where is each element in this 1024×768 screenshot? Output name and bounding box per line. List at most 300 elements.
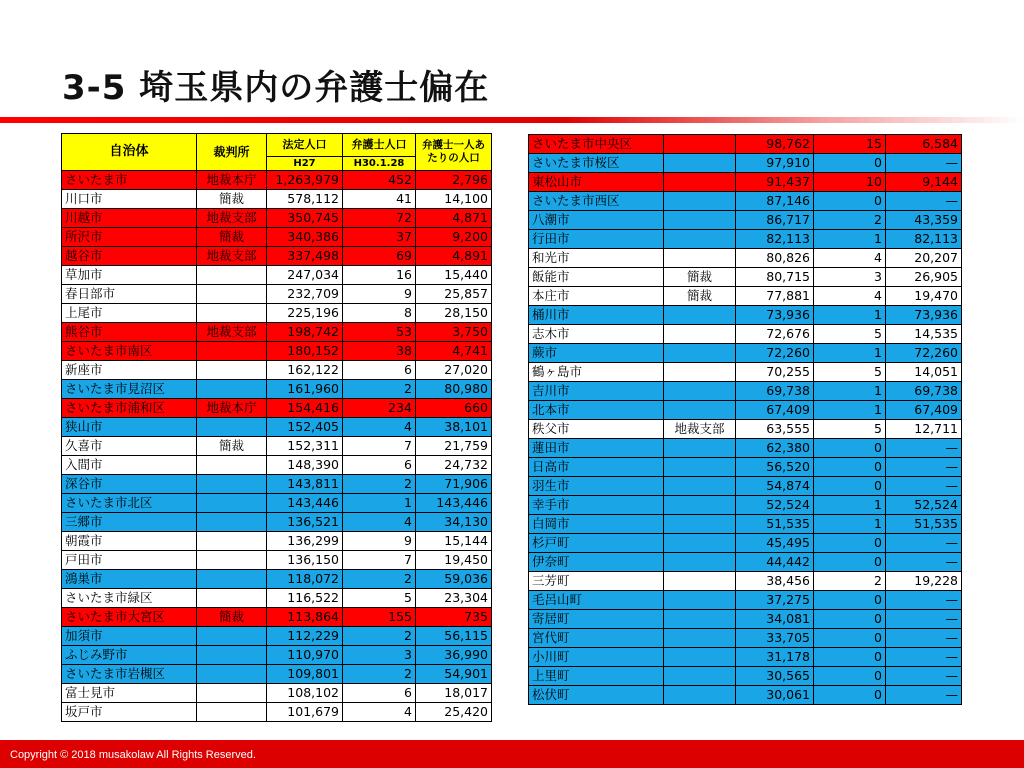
court-cell xyxy=(664,667,736,686)
municipality-cell: 寄居町 xyxy=(529,610,664,629)
table-row xyxy=(62,304,492,323)
table-row xyxy=(529,458,962,477)
population-cell: 54,874 xyxy=(736,477,814,496)
per-lawyer-cell: 25,857 xyxy=(416,285,492,304)
population-cell: 143,811 xyxy=(267,475,343,494)
population-cell: 143,446 xyxy=(267,494,343,513)
lawyers-cell: 16 xyxy=(343,266,416,285)
population-cell: 72,676 xyxy=(736,325,814,344)
lawyers-cell: 5 xyxy=(343,589,416,608)
population-cell: 152,405 xyxy=(267,418,343,437)
population-cell: 337,498 xyxy=(267,247,343,266)
population-cell: 30,061 xyxy=(736,686,814,705)
title-underline xyxy=(0,117,1024,123)
per-lawyer-cell: — xyxy=(886,458,962,477)
municipality-cell: 草加市 xyxy=(62,266,197,285)
table-row xyxy=(529,173,962,192)
lawyers-cell: 10 xyxy=(814,173,886,192)
court-cell xyxy=(664,534,736,553)
lawyers-cell: 0 xyxy=(814,648,886,667)
table-row xyxy=(62,570,492,589)
per-lawyer-cell: — xyxy=(886,192,962,211)
population-cell: 82,113 xyxy=(736,230,814,249)
table-row xyxy=(529,496,962,515)
table-row xyxy=(62,551,492,570)
per-lawyer-cell: 9,200 xyxy=(416,228,492,247)
court-cell xyxy=(664,325,736,344)
municipality-cell: 本庄市 xyxy=(529,287,664,306)
lawyers-cell: 4 xyxy=(343,513,416,532)
table-row xyxy=(62,627,492,646)
lawyers-cell: 5 xyxy=(814,325,886,344)
per-lawyer-cell: 54,901 xyxy=(416,665,492,684)
table-row xyxy=(62,532,492,551)
lawyers-cell: 4 xyxy=(343,418,416,437)
lawyers-cell: 0 xyxy=(814,553,886,572)
court-cell: 簡裁 xyxy=(664,287,736,306)
population-cell: 108,102 xyxy=(267,684,343,703)
court-cell xyxy=(197,703,267,722)
municipality-cell: 吉川市 xyxy=(529,382,664,401)
per-lawyer-cell: 15,144 xyxy=(416,532,492,551)
municipality-cell: 上尾市 xyxy=(62,304,197,323)
court-cell xyxy=(197,418,267,437)
court-cell xyxy=(197,551,267,570)
lawyers-cell: 0 xyxy=(814,477,886,496)
per-lawyer-cell: — xyxy=(886,629,962,648)
population-cell: 70,255 xyxy=(736,363,814,382)
court-cell xyxy=(664,439,736,458)
table-row xyxy=(62,342,492,361)
header-population-year: H27 xyxy=(267,157,343,171)
table-row xyxy=(62,418,492,437)
table-row xyxy=(529,325,962,344)
population-cell: 80,826 xyxy=(736,249,814,268)
municipality-cell: 朝霞市 xyxy=(62,532,197,551)
per-lawyer-cell: — xyxy=(886,648,962,667)
population-cell: 44,442 xyxy=(736,553,814,572)
lawyers-cell: 1 xyxy=(814,382,886,401)
population-cell: 69,738 xyxy=(736,382,814,401)
lawyers-cell: 3 xyxy=(343,646,416,665)
court-cell xyxy=(664,382,736,401)
per-lawyer-cell: 4,741 xyxy=(416,342,492,361)
court-cell xyxy=(197,513,267,532)
copyright-text: Copyright © 2018 musakolaw All Rights Reserved. xyxy=(10,749,256,761)
table-row xyxy=(529,420,962,439)
municipality-cell: 川越市 xyxy=(62,209,197,228)
court-cell: 簡裁 xyxy=(197,228,267,247)
table-row xyxy=(62,608,492,627)
table-row xyxy=(529,572,962,591)
lawyers-cell: 155 xyxy=(343,608,416,627)
per-lawyer-cell: 21,759 xyxy=(416,437,492,456)
court-cell xyxy=(197,380,267,399)
court-cell xyxy=(664,211,736,230)
population-cell: 87,146 xyxy=(736,192,814,211)
lawyers-cell: 6 xyxy=(343,361,416,380)
lawyers-cell: 1 xyxy=(814,401,886,420)
per-lawyer-cell: 38,101 xyxy=(416,418,492,437)
court-cell xyxy=(197,570,267,589)
lawyers-cell: 1 xyxy=(343,494,416,513)
court-cell xyxy=(664,249,736,268)
municipality-cell: 久喜市 xyxy=(62,437,197,456)
population-cell: 113,864 xyxy=(267,608,343,627)
per-lawyer-cell: 9,144 xyxy=(886,173,962,192)
per-lawyer-cell: 80,980 xyxy=(416,380,492,399)
population-cell: 112,229 xyxy=(267,627,343,646)
population-cell: 86,717 xyxy=(736,211,814,230)
municipality-cell: 幸手市 xyxy=(529,496,664,515)
table-row xyxy=(529,534,962,553)
table-row xyxy=(529,553,962,572)
court-cell xyxy=(664,610,736,629)
municipality-cell: さいたま市南区 xyxy=(62,342,197,361)
table-row xyxy=(529,344,962,363)
lawyers-cell: 1 xyxy=(814,230,886,249)
municipality-cell: 行田市 xyxy=(529,230,664,249)
table-row xyxy=(62,247,492,266)
table-row xyxy=(62,323,492,342)
lawyers-cell: 0 xyxy=(814,534,886,553)
table-row xyxy=(62,285,492,304)
left-table xyxy=(61,133,492,722)
court-cell xyxy=(197,589,267,608)
header-municipality: 自治体 xyxy=(62,134,197,171)
table-row xyxy=(62,513,492,532)
table-row xyxy=(529,192,962,211)
municipality-cell: 所沢市 xyxy=(62,228,197,247)
per-lawyer-cell: — xyxy=(886,686,962,705)
court-cell xyxy=(664,458,736,477)
population-cell: 116,522 xyxy=(267,589,343,608)
municipality-cell: 上里町 xyxy=(529,667,664,686)
per-lawyer-cell: 59,036 xyxy=(416,570,492,589)
population-cell: 148,390 xyxy=(267,456,343,475)
court-cell xyxy=(664,154,736,173)
municipality-cell: 松伏町 xyxy=(529,686,664,705)
population-cell: 52,524 xyxy=(736,496,814,515)
population-cell: 110,970 xyxy=(267,646,343,665)
table-row xyxy=(62,646,492,665)
population-cell: 162,122 xyxy=(267,361,343,380)
municipality-cell: 狭山市 xyxy=(62,418,197,437)
table-row xyxy=(529,211,962,230)
table-row xyxy=(529,154,962,173)
table-row xyxy=(529,401,962,420)
lawyers-cell: 4 xyxy=(343,703,416,722)
table-row xyxy=(62,380,492,399)
per-lawyer-cell: 72,260 xyxy=(886,344,962,363)
table-row xyxy=(62,437,492,456)
per-lawyer-cell: 14,535 xyxy=(886,325,962,344)
population-cell: 1,263,979 xyxy=(267,171,343,190)
court-cell: 簡裁 xyxy=(197,608,267,627)
per-lawyer-cell: 67,409 xyxy=(886,401,962,420)
per-lawyer-cell: — xyxy=(886,534,962,553)
table-header xyxy=(62,134,492,171)
lawyers-cell: 1 xyxy=(814,496,886,515)
court-cell xyxy=(664,401,736,420)
municipality-cell: 北本市 xyxy=(529,401,664,420)
court-cell xyxy=(197,646,267,665)
lawyers-cell: 5 xyxy=(814,420,886,439)
table-row xyxy=(62,475,492,494)
lawyers-cell: 9 xyxy=(343,532,416,551)
table-row xyxy=(62,171,492,190)
per-lawyer-cell: — xyxy=(886,439,962,458)
court-cell: 地裁本庁 xyxy=(197,399,267,418)
lawyers-cell: 9 xyxy=(343,285,416,304)
header-per-lawyer: 弁護士一人あたりの人口 xyxy=(416,134,492,171)
table-row xyxy=(529,591,962,610)
lawyers-cell: 0 xyxy=(814,439,886,458)
population-cell: 136,150 xyxy=(267,551,343,570)
municipality-cell: 熊谷市 xyxy=(62,323,197,342)
population-cell: 80,715 xyxy=(736,268,814,287)
court-cell: 簡裁 xyxy=(197,437,267,456)
population-cell: 98,762 xyxy=(736,135,814,154)
court-cell xyxy=(197,361,267,380)
municipality-cell: 戸田市 xyxy=(62,551,197,570)
court-cell xyxy=(197,665,267,684)
table-row xyxy=(62,266,492,285)
right-table xyxy=(528,134,962,705)
table-row xyxy=(62,703,492,722)
table-row xyxy=(62,665,492,684)
table-row xyxy=(529,363,962,382)
lawyers-cell: 2 xyxy=(814,572,886,591)
per-lawyer-cell: 14,051 xyxy=(886,363,962,382)
per-lawyer-cell: 52,524 xyxy=(886,496,962,515)
court-cell xyxy=(197,532,267,551)
court-cell: 地裁支部 xyxy=(197,247,267,266)
municipality-cell: 深谷市 xyxy=(62,475,197,494)
municipality-cell: 春日部市 xyxy=(62,285,197,304)
table-row xyxy=(529,686,962,705)
lawyers-cell: 72 xyxy=(343,209,416,228)
per-lawyer-cell: 14,100 xyxy=(416,190,492,209)
per-lawyer-cell: 4,891 xyxy=(416,247,492,266)
lawyers-cell: 3 xyxy=(814,268,886,287)
municipality-cell: 毛呂山町 xyxy=(529,591,664,610)
lawyers-cell: 0 xyxy=(814,686,886,705)
lawyers-cell: 2 xyxy=(343,665,416,684)
lawyers-cell: 2 xyxy=(343,627,416,646)
per-lawyer-cell: 71,906 xyxy=(416,475,492,494)
per-lawyer-cell: 34,130 xyxy=(416,513,492,532)
court-cell xyxy=(664,306,736,325)
court-cell xyxy=(664,230,736,249)
population-cell: 73,936 xyxy=(736,306,814,325)
municipality-cell: 富士見市 xyxy=(62,684,197,703)
court-cell xyxy=(197,342,267,361)
per-lawyer-cell: 18,017 xyxy=(416,684,492,703)
municipality-cell: 秩父市 xyxy=(529,420,664,439)
population-cell: 578,112 xyxy=(267,190,343,209)
lawyers-cell: 7 xyxy=(343,551,416,570)
per-lawyer-cell: 660 xyxy=(416,399,492,418)
population-cell: 67,409 xyxy=(736,401,814,420)
municipality-cell: 東松山市 xyxy=(529,173,664,192)
court-cell xyxy=(664,572,736,591)
per-lawyer-cell: 19,470 xyxy=(886,287,962,306)
table-row xyxy=(529,477,962,496)
slide-title: 3-5 埼玉県内の弁護士偏在 xyxy=(62,68,490,108)
population-cell: 31,178 xyxy=(736,648,814,667)
population-cell: 30,565 xyxy=(736,667,814,686)
lawyers-cell: 5 xyxy=(814,363,886,382)
court-cell xyxy=(664,515,736,534)
per-lawyer-cell: 4,871 xyxy=(416,209,492,228)
per-lawyer-cell: 24,732 xyxy=(416,456,492,475)
population-cell: 51,535 xyxy=(736,515,814,534)
population-cell: 97,910 xyxy=(736,154,814,173)
per-lawyer-cell: — xyxy=(886,610,962,629)
lawyers-cell: 1 xyxy=(814,344,886,363)
population-cell: 180,152 xyxy=(267,342,343,361)
table-row xyxy=(62,228,492,247)
table-row xyxy=(529,667,962,686)
population-cell: 109,801 xyxy=(267,665,343,684)
lawyers-cell: 0 xyxy=(814,629,886,648)
population-cell: 72,260 xyxy=(736,344,814,363)
municipality-cell: 越谷市 xyxy=(62,247,197,266)
table-row xyxy=(529,268,962,287)
municipality-cell: 白岡市 xyxy=(529,515,664,534)
lawyers-cell: 0 xyxy=(814,192,886,211)
court-cell xyxy=(664,591,736,610)
per-lawyer-cell: 51,535 xyxy=(886,515,962,534)
court-cell xyxy=(664,192,736,211)
lawyers-cell: 69 xyxy=(343,247,416,266)
population-cell: 232,709 xyxy=(267,285,343,304)
court-cell xyxy=(197,266,267,285)
court-cell: 地裁支部 xyxy=(664,420,736,439)
table-row xyxy=(529,648,962,667)
table-row xyxy=(62,684,492,703)
municipality-cell: さいたま市西区 xyxy=(529,192,664,211)
court-cell xyxy=(664,648,736,667)
population-cell: 91,437 xyxy=(736,173,814,192)
municipality-cell: 三芳町 xyxy=(529,572,664,591)
municipality-cell: 伊奈町 xyxy=(529,553,664,572)
lawyers-cell: 2 xyxy=(343,570,416,589)
population-cell: 34,081 xyxy=(736,610,814,629)
municipality-cell: 日高市 xyxy=(529,458,664,477)
lawyers-cell: 0 xyxy=(814,667,886,686)
court-cell: 地裁支部 xyxy=(197,323,267,342)
table-row xyxy=(62,494,492,513)
header-lawyers-date: H30.1.28 xyxy=(343,157,416,171)
court-cell xyxy=(197,627,267,646)
municipality-cell: さいたま市 xyxy=(62,171,197,190)
table-row xyxy=(529,249,962,268)
population-cell: 136,299 xyxy=(267,532,343,551)
per-lawyer-cell: 20,207 xyxy=(886,249,962,268)
municipality-cell: 加須市 xyxy=(62,627,197,646)
per-lawyer-cell: — xyxy=(886,667,962,686)
per-lawyer-cell: 6,584 xyxy=(886,135,962,154)
municipality-cell: 鴻巣市 xyxy=(62,570,197,589)
court-cell xyxy=(664,344,736,363)
header-population: 法定人口 xyxy=(267,134,343,157)
municipality-cell: 小川町 xyxy=(529,648,664,667)
court-cell: 地裁本庁 xyxy=(197,171,267,190)
per-lawyer-cell: 23,304 xyxy=(416,589,492,608)
municipality-cell: 羽生市 xyxy=(529,477,664,496)
lawyers-cell: 8 xyxy=(343,304,416,323)
per-lawyer-cell: — xyxy=(886,477,962,496)
population-cell: 77,881 xyxy=(736,287,814,306)
municipality-cell: さいたま市大宮区 xyxy=(62,608,197,627)
per-lawyer-cell: 143,446 xyxy=(416,494,492,513)
lawyers-cell: 2 xyxy=(343,380,416,399)
table-row xyxy=(62,399,492,418)
per-lawyer-cell: 82,113 xyxy=(886,230,962,249)
municipality-cell: 川口市 xyxy=(62,190,197,209)
municipality-cell: さいたま市桜区 xyxy=(529,154,664,173)
population-cell: 56,520 xyxy=(736,458,814,477)
lawyers-cell: 234 xyxy=(343,399,416,418)
court-cell xyxy=(664,363,736,382)
lawyers-cell: 4 xyxy=(814,249,886,268)
court-cell xyxy=(197,304,267,323)
population-cell: 247,034 xyxy=(267,266,343,285)
lawyers-cell: 6 xyxy=(343,456,416,475)
table-row xyxy=(62,456,492,475)
population-cell: 340,386 xyxy=(267,228,343,247)
table-row xyxy=(529,306,962,325)
population-cell: 136,521 xyxy=(267,513,343,532)
court-cell: 簡裁 xyxy=(664,268,736,287)
per-lawyer-cell: — xyxy=(886,154,962,173)
per-lawyer-cell: 3,750 xyxy=(416,323,492,342)
table-row xyxy=(529,287,962,306)
table-row xyxy=(62,190,492,209)
municipality-cell: さいたま市緑区 xyxy=(62,589,197,608)
lawyers-cell: 0 xyxy=(814,610,886,629)
lawyers-cell: 7 xyxy=(343,437,416,456)
court-cell xyxy=(664,496,736,515)
per-lawyer-cell: 43,359 xyxy=(886,211,962,230)
municipality-cell: 和光市 xyxy=(529,249,664,268)
court-cell xyxy=(197,494,267,513)
table-row xyxy=(529,230,962,249)
per-lawyer-cell: 15,440 xyxy=(416,266,492,285)
lawyers-cell: 0 xyxy=(814,591,886,610)
lawyers-cell: 41 xyxy=(343,190,416,209)
municipality-cell: 三郷市 xyxy=(62,513,197,532)
population-cell: 45,495 xyxy=(736,534,814,553)
lawyers-cell: 15 xyxy=(814,135,886,154)
court-cell: 簡裁 xyxy=(197,190,267,209)
per-lawyer-cell: 27,020 xyxy=(416,361,492,380)
population-cell: 63,555 xyxy=(736,420,814,439)
municipality-cell: 杉戸町 xyxy=(529,534,664,553)
court-cell xyxy=(664,553,736,572)
per-lawyer-cell: 2,796 xyxy=(416,171,492,190)
population-cell: 118,072 xyxy=(267,570,343,589)
population-cell: 33,705 xyxy=(736,629,814,648)
per-lawyer-cell: 12,711 xyxy=(886,420,962,439)
table-row xyxy=(529,439,962,458)
population-cell: 38,456 xyxy=(736,572,814,591)
municipality-cell: 桶川市 xyxy=(529,306,664,325)
lawyers-cell: 53 xyxy=(343,323,416,342)
table-row xyxy=(529,135,962,154)
